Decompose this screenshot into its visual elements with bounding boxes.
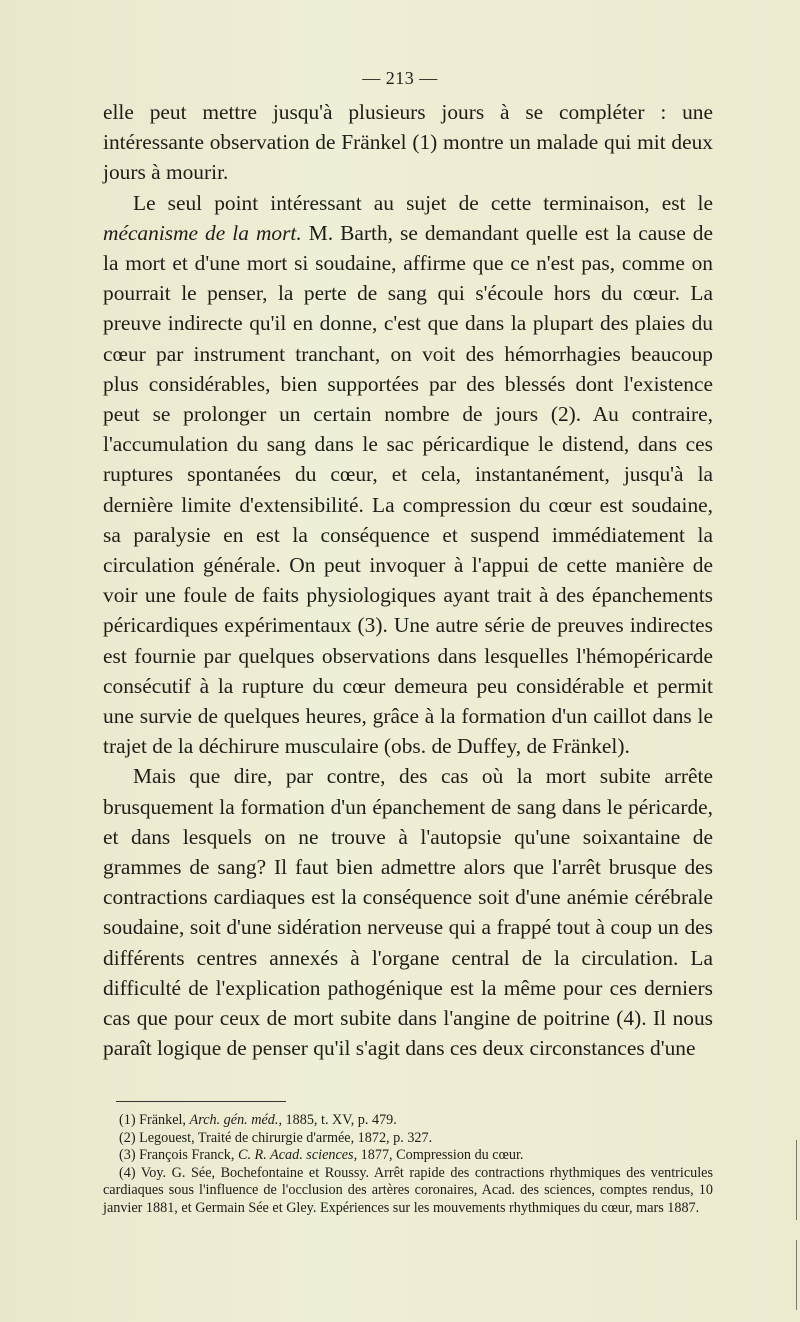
footnote-1-text-a: (1) Fränkel, <box>119 1112 190 1128</box>
footnote-3 <box>103 1147 713 1165</box>
page-number: — 213 — <box>362 68 438 88</box>
body-text <box>103 97 713 1064</box>
paragraph-2-text-a: Le seul point intéressant au sujet de cette terminaison, est le <box>133 190 713 215</box>
footnote-separator <box>116 1101 286 1102</box>
paragraph-3 <box>103 761 713 1063</box>
footnote-2 <box>103 1130 713 1148</box>
footnote-2-text: (2) Legouest, Traité de chirurgie d'armée, 1872, p. 327. <box>119 1129 433 1146</box>
paragraph-1-text: elle peut mettre jusqu'à plusieurs jours à se compléter : une intéressante observation de Fränkel (1) montre un malade qui mit deux jours à mourir. <box>103 100 713 185</box>
footnote-3-italic: C. R. Acad. sciences, <box>238 1147 358 1163</box>
paragraph-1 <box>103 97 713 188</box>
paragraph-2-text-b: M. Barth, se demandant quelle est la cause de la mort et d'une mort si soudaine, affirme que ce n'est pas, comme on pourrait le penser, la perte de sang qui s'écoule hors du cœur. La preuve indirecte qu'il en donne, c'est que dans la plupart des plaies du cœur par instrument tranchant, on voit des hémorrhagies beaucoup plus considérables, bien supportées par des blessés dont l'existence peut se prolonger un certain nombre de jours (2). Au contraire, l'accumulation du sang dans le sac péricardique le distend, dans ces ruptures spontanées du cœur, et cela, instantanément, jusqu'à la dernière limite d'extensibilité. La compression du cœur est soudaine, sa paralysie en est la conséquence et suspend immédiatement la circulation générale. On peut invoquer à l'appui de cette manière de voir une foule de faits physiologiques ayant trait à des épanchements péricardiques expérimentaux (3). Une autre série de preuves indirectes est fournie par quelques observations dans lesquelles l'hémopéricarde consécutif à la rupture du cœur demeura peu considérable et permit une survie de quelques heures, grâce à la formation d'un caillot dans le trajet de la déchirure musculaire (obs. de Duffey, de Fränkel). <box>103 220 713 759</box>
paragraph-2-italic-term: mécanisme de la mort. <box>103 220 302 245</box>
scan-edge-mark <box>796 1240 797 1310</box>
footnote-1-italic: Arch. gén. méd., <box>189 1112 282 1128</box>
footnote-1-text-b: 1885, t. XV, p. 479. <box>282 1112 397 1128</box>
footnote-1 <box>103 1112 713 1130</box>
footnote-3-text-b: 1877, Compression du cœur. <box>357 1147 524 1163</box>
footnotes <box>103 1112 713 1217</box>
footnote-4 <box>103 1165 713 1218</box>
scan-edge-mark <box>796 1140 797 1220</box>
paragraph-3-text: Mais que dire, par contre, des cas où la mort subite arrête brusquement la formation d'un épanchement de sang dans le péricarde, et dans lesquels on ne trouve à l'autopsie qu'une soixantaine de grammes de sang? Il faut bien admettre alors que l'arrêt brusque des contractions cardiaques est la conséquence soit d'une anémie cérébrale soudaine, soit d'une sidération nerveuse qui a frappé tout à coup un des différents centres annexés à l'organe central de la circulation. La difficulté de l'explication pathogénique est la même pour ces derniers cas que pour ceux de mort subite dans l'angine de poitrine (4). Il nous paraît logique de penser qu'il s'agit dans ces deux circonstances d'une <box>103 764 713 1061</box>
paragraph-2 <box>103 188 713 762</box>
footnote-3-text-a: (3) François Franck, <box>119 1147 238 1163</box>
footnote-4-text: (4) Voy. G. Sée, Bochefontaine et Roussy. Arrêt rapide des contractions rhythmiques des ventricules cardiaques sous l'influence de l'occlusion des artères coronaires, Acad. des sciences, comptes rendus, 10 janvier 1881, et Germain Sée et Gley. Expériences sur les mouvements rhythmiques du cœur, mars 1887. <box>103 1164 713 1216</box>
